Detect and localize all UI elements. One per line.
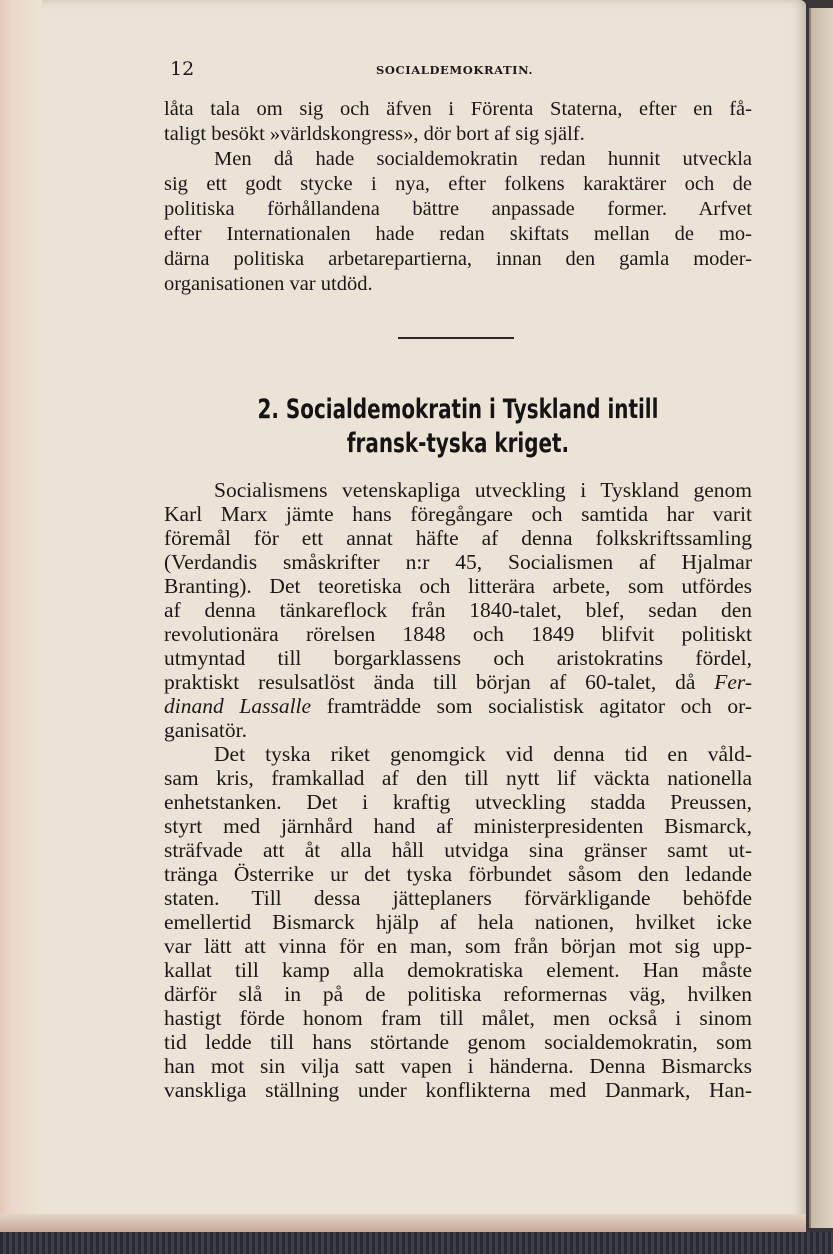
text-line: (Verdandis småskrifter n:r 45, Socialismen af Hjalmar (164, 550, 752, 574)
page-gutter (0, 0, 42, 1232)
text-line: kallat till kamp alla demokratiska element. Han måste (164, 958, 752, 982)
text-line: Men då hade socialdemokratin redan hunnit utveckla (214, 148, 752, 170)
page-number: 12 (170, 58, 195, 80)
section-title-part-1: Socialdemokratin i Tyskland intill (285, 394, 659, 425)
text-span: praktiskt resulsatlöst ända till början af 60-talet, då (164, 670, 696, 694)
text-line: emellertid Bismarck hjälp af hela nationen, hvilket icke (164, 910, 752, 934)
person-name: dinand Lassalle (164, 694, 312, 718)
text-line: tid ledde till hans störtande genom socialdemokratin, som (164, 1030, 752, 1054)
text-line: vanskliga ställning under konflikterna med Danmark, Han- (164, 1078, 752, 1102)
text-line: styrt med järnhård hand af ministerpresidenten Bismarck, (164, 814, 752, 838)
text-line: politiska förhållandena bättre anpassade former. Arfvet (164, 198, 752, 220)
section-title-part-2: fransk-tyska kriget. (346, 428, 570, 459)
text-line: hastigt förde honom fram till målet, men också i sinom (164, 1006, 752, 1030)
text-line: Socialismens vetenskapliga utveckling i Tyskland genom (214, 478, 752, 502)
person-name: Fer- (714, 670, 753, 694)
page-header (170, 58, 770, 82)
text-line: efter Internationalen hade redan skiftats mellan de mo- (164, 223, 752, 245)
text-line: därför slå in på de politiska reformernas väg, hvilken (164, 982, 752, 1006)
background-fabric (0, 1232, 833, 1254)
text-line (164, 694, 752, 719)
text-line: föremål för ett annat häfte af denna folkskriftssamling (164, 526, 752, 550)
text-line: revolutionära rörelsen 1848 och 1849 blifvit politiskt (164, 622, 752, 646)
text-line: sig ett godt stycke i nya, efter folkens karaktärer och de (164, 173, 752, 195)
text-line: staten. Till dessa jätteplaners förvärkligande behöfde (164, 886, 752, 910)
next-page-edge (809, 8, 833, 1228)
text-line: han mot sin vilja satt vapen i händerna. Denna Bismarcks (164, 1054, 752, 1078)
text-line: låta tala om sig och äfven i Förenta Staterna, efter en få- (164, 98, 752, 120)
text-line: ganisatör. (164, 718, 247, 742)
page-bottom-edge (0, 1214, 806, 1232)
text-line: sam kris, framkallad af den till nytt lif väckta nationella (164, 766, 752, 790)
text-line: utmyntad till borgarklassens och aristokratins fördel, (164, 646, 752, 670)
text-span: framträdde som socialistisk agitator och or- (326, 694, 753, 718)
text-line: sträfvade att åt alla håll utvidga sina gränser samt ut- (164, 838, 752, 862)
text-line: tränga Österrike ur det tyska förbundet såsom den ledande (164, 862, 752, 886)
section-divider (398, 337, 514, 339)
text-line: var lätt att vinna för en man, som från början mot sig upp- (164, 934, 752, 958)
section-number: 2. (257, 394, 279, 425)
text-line: Branting). Det teoretiska och litterära arbete, som utfördes (164, 574, 752, 598)
running-title: SOCIALDEMOKRATIN. (376, 63, 534, 77)
text-line: organisationen var utdöd. (164, 273, 373, 295)
text-line: enhetstanken. Det i kraftig utveckling stadda Preussen, (164, 790, 752, 814)
text-line: af denna tänkareflock från 1840-talet, blef, sedan den (164, 598, 752, 622)
text-line (164, 670, 752, 695)
text-line: Det tyska riket genomgick vid denna tid en våld- (214, 742, 752, 766)
text-line: Karl Marx jämte hans föregångare och samtida har varit (164, 502, 752, 526)
section-heading-line-2 (217, 428, 699, 459)
text-line: taligt besökt »världskongress», dör bort af sig själf. (164, 123, 585, 145)
text-line: därna politiska arbetarepartierna, innan den gamla moder- (164, 248, 752, 270)
section-heading-line-1 (217, 394, 699, 425)
